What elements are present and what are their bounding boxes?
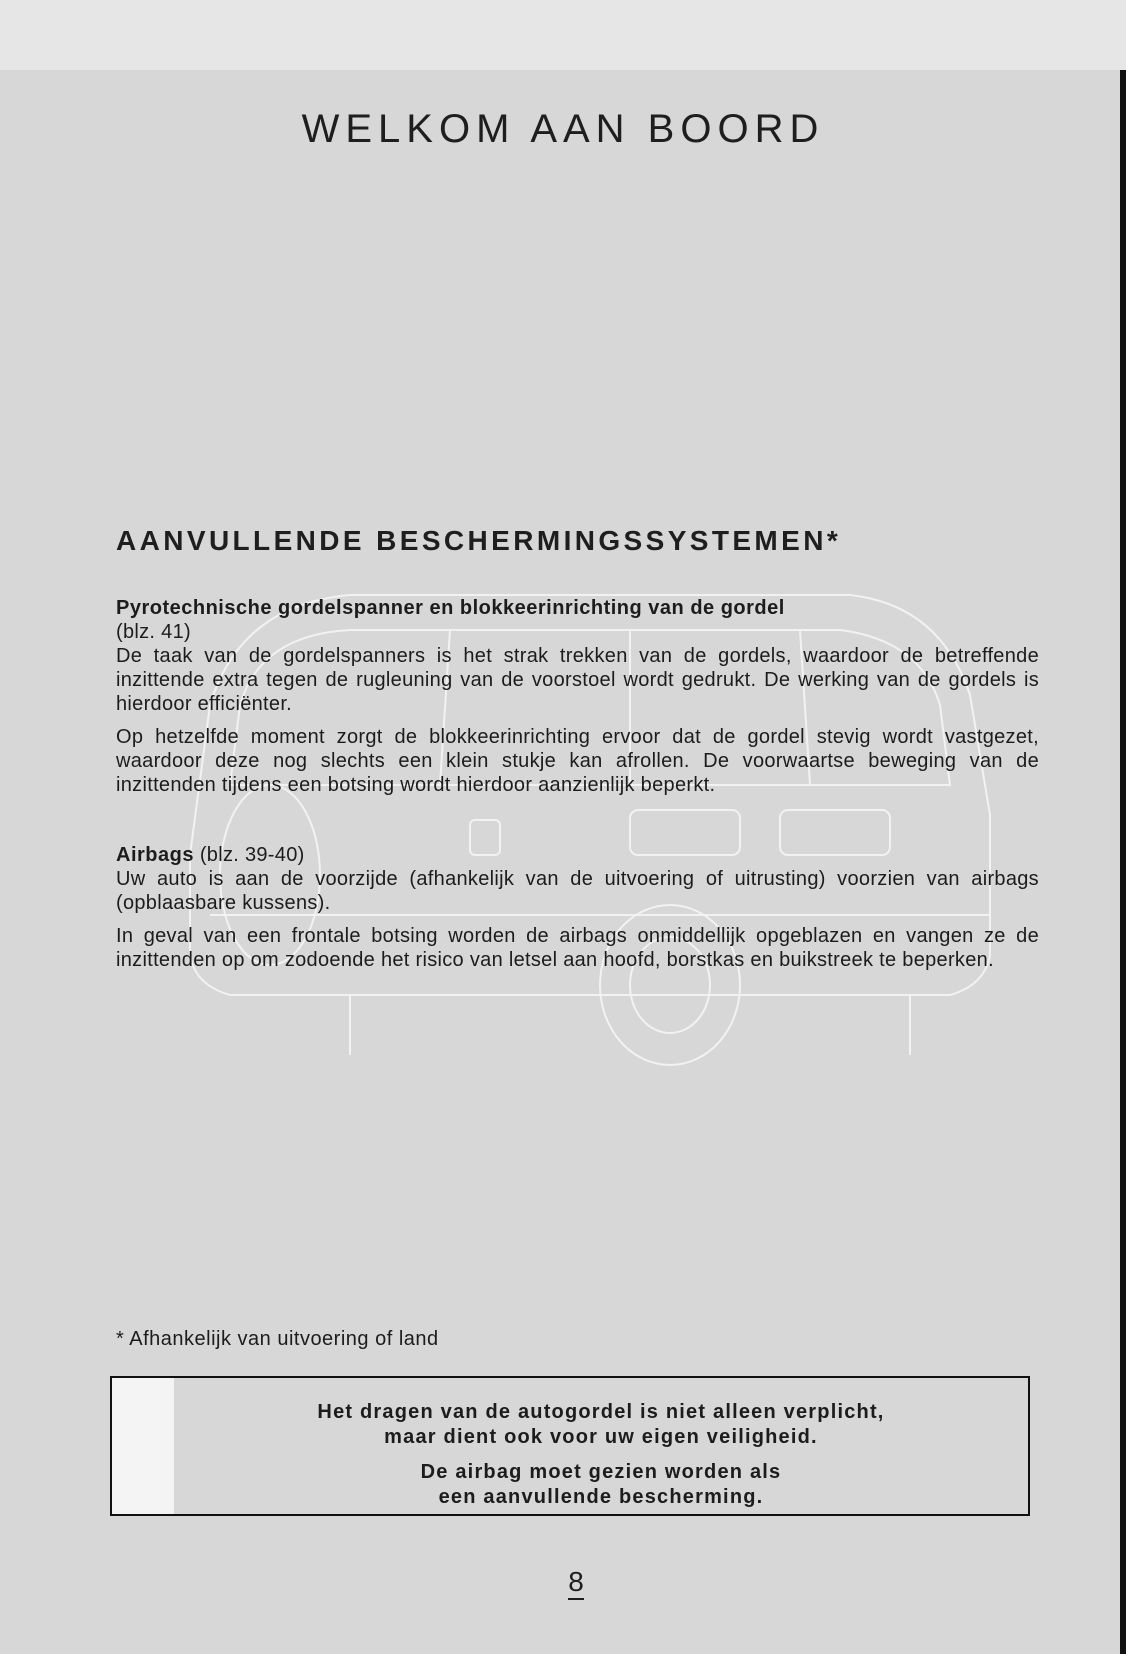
notice-line-1: Het dragen van de autogordel is niet alleen verplicht, <box>317 1401 885 1423</box>
page-title: WELKOM AAN BOORD <box>301 106 825 151</box>
notice-line-3: De airbag moet gezien worden als <box>420 1461 782 1483</box>
pyro-paragraph-1: De taak van de gordelspanners is het strak trekken van de gordels, waardoor de betreffende inzittende extra tegen de rugleuning van de voorstoel wordt gedrukt. De werking van de gordels is hierdoor efficiënter. <box>116 645 1039 715</box>
main-content <box>116 596 1039 972</box>
airbags-heading-block <box>116 843 1039 867</box>
pyro-heading-block <box>116 596 1039 644</box>
notice-line-2: maar dient ook voor uw eigen veiligheid. <box>384 1426 818 1448</box>
notice-side-strip <box>112 1378 174 1514</box>
airbags-paragraph-1: Uw auto is aan de voorzijde (afhankelijk van de uitvoering of uitrusting) voorzien van airbags (opblaasbare kussens). <box>116 868 1039 914</box>
airbags-heading: Airbags <box>116 844 194 866</box>
footnote: * Afhankelijk van uitvoering of land <box>116 1328 439 1350</box>
notice-line-4: een aanvullende bescherming. <box>438 1486 764 1508</box>
section-title: AANVULLENDE BESCHERMINGSSYSTEMEN* <box>116 525 842 557</box>
notice-paragraph-2 <box>174 1460 1028 1510</box>
notice-text <box>174 1378 1028 1514</box>
page-edge <box>1120 70 1126 1654</box>
pyro-paragraph-2: Op hetzelfde moment zorgt de blokkeerinrichting ervoor dat de gordel stevig wordt vastgezet, waardoor deze nog slechts een klein stukje kan afrollen. De voorwaartse beweging van de inzittenden tijdens een botsing wordt hierdoor aanzienlijk beperkt. <box>116 726 1039 796</box>
pyro-heading: Pyrotechnische gordelspanner en blokkeerinrichting van de gordel <box>116 597 785 619</box>
airbags-paragraph-2: In geval van een frontale botsing worden de airbags onmiddellijk opgeblazen en vangen ze de inzittenden op om zodoende het risico van letsel aan hoofd, borstkas en buikstreek te beperken. <box>116 925 1039 971</box>
notice-paragraph-1 <box>174 1400 1028 1450</box>
pyro-page-ref: (blz. 41) <box>116 621 191 643</box>
page-number: 8 <box>556 1566 596 1598</box>
safety-notice-box <box>110 1376 1030 1516</box>
airbags-page-ref: (blz. 39-40) <box>193 844 305 866</box>
